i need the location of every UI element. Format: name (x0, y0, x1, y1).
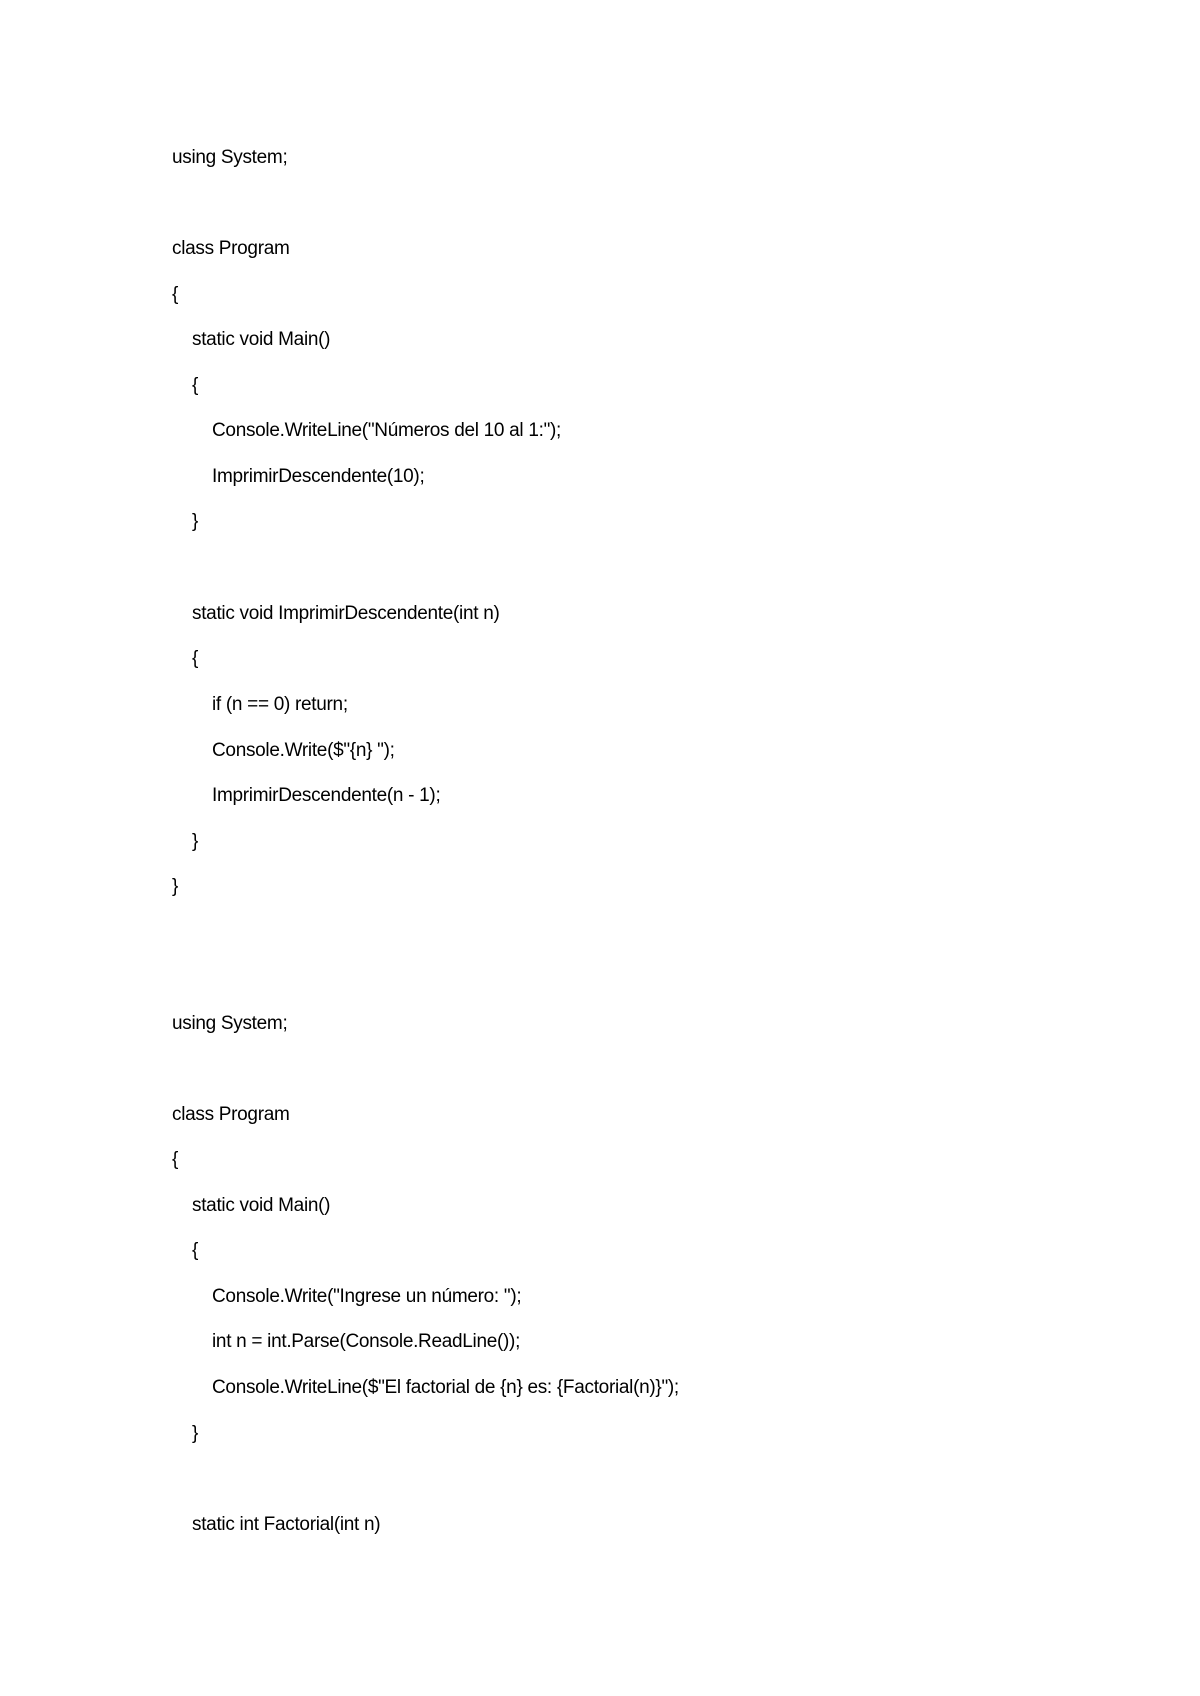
code-line: { (172, 1149, 179, 1170)
code-line: Console.WriteLine($"El factorial de {n} es: {Factorial(n)}"); (212, 1377, 679, 1398)
code-line: { (172, 284, 179, 305)
code-line: if (n == 0) return; (212, 694, 348, 715)
code-line: using System; (172, 1013, 288, 1034)
code-line: { (192, 648, 199, 669)
code-line: static void Main() (192, 329, 331, 350)
code-line: class Program (172, 238, 290, 259)
code-line: ImprimirDescendente(10); (212, 466, 425, 487)
code-line: static int Factorial(int n) (192, 1514, 381, 1535)
code-line: Console.WriteLine("Números del 10 al 1:"); (212, 420, 562, 441)
code-line: static void ImprimirDescendente(int n) (192, 603, 500, 624)
code-line: ImprimirDescendente(n - 1); (212, 785, 441, 806)
code-line: { (192, 1240, 199, 1261)
code-line: } (192, 1423, 199, 1444)
code-line: } (172, 876, 179, 897)
code-line: class Program (172, 1104, 290, 1125)
code-line: } (192, 511, 199, 532)
code-line: { (192, 375, 199, 396)
code-line: Console.Write("Ingrese un número: "); (212, 1286, 522, 1307)
code-line: } (192, 831, 199, 852)
code-line: using System; (172, 147, 288, 168)
code-line: Console.Write($"{n} "); (212, 740, 395, 761)
code-line: static void Main() (192, 1195, 331, 1216)
code-line: int n = int.Parse(Console.ReadLine()); (212, 1331, 521, 1352)
